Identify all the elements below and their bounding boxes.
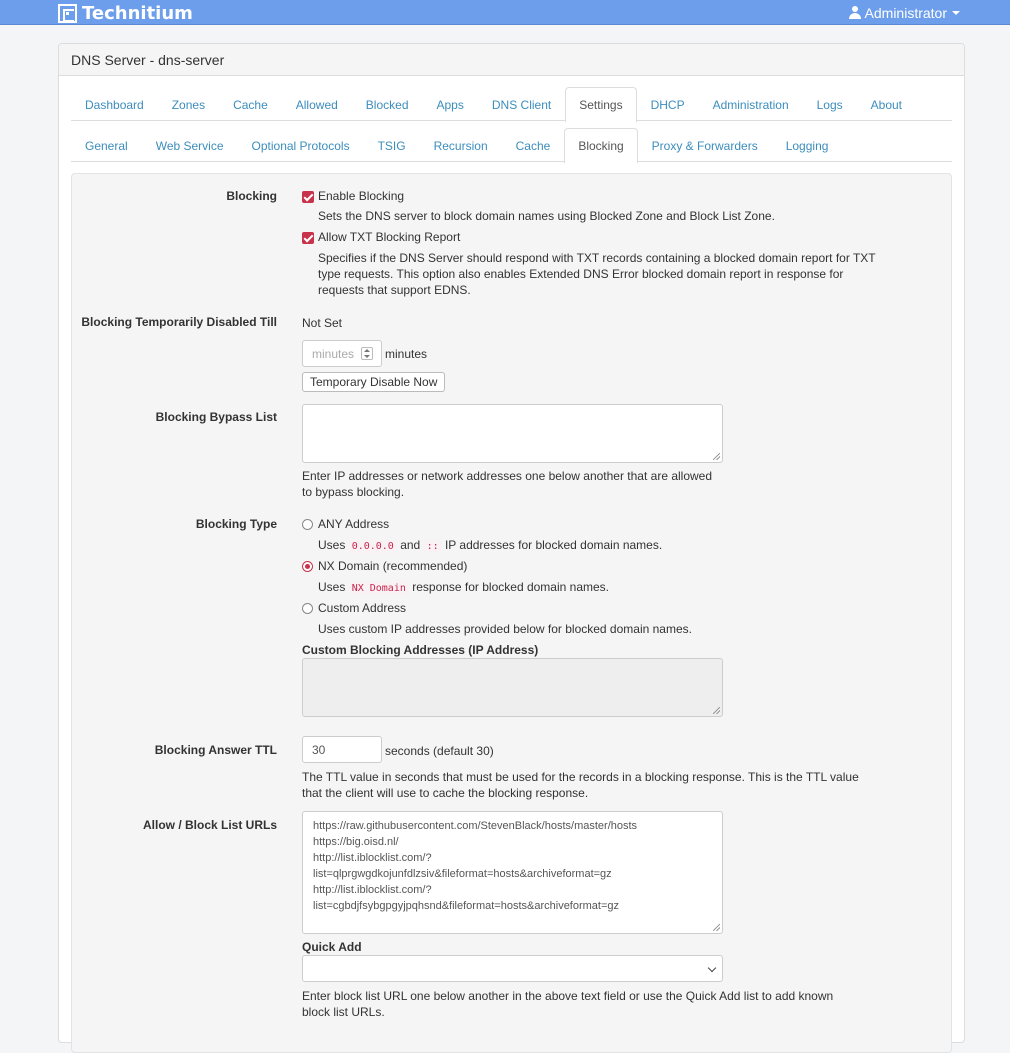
custom-address-label[interactable]: Custom Address [318, 601, 407, 615]
brand-name: Technitium [82, 2, 193, 24]
bypass-list-textarea[interactable] [302, 404, 723, 463]
tab-allowed[interactable]: Allowed [295, 98, 338, 112]
tab-apps[interactable]: Apps [436, 98, 464, 112]
chevron-down-icon [708, 964, 716, 972]
temp-disabled-label: Blocking Temporarily Disabled Till [81, 315, 277, 329]
nx-domain-radio[interactable] [302, 561, 313, 572]
tab-dns-client[interactable]: DNS Client [491, 98, 552, 112]
custom-blocking-addresses-textarea[interactable] [302, 658, 723, 717]
minutes-input[interactable] [302, 340, 382, 367]
allow-txt-report-checkbox[interactable] [302, 232, 314, 244]
tab-blocked[interactable]: Blocked [365, 98, 409, 112]
subtab-proxy-forwarders[interactable]: Proxy & Forwarders [651, 139, 758, 153]
custom-address-help: Uses custom IP addresses provided below for blocked domain names. [318, 622, 692, 636]
technitium-logo-icon [58, 4, 77, 23]
subtab-tsig[interactable]: TSIG [377, 139, 406, 153]
spinner-icon[interactable] [361, 347, 373, 360]
panel-title: DNS Server - dns-server [59, 44, 964, 76]
block-list-url-line: list=cgbdjfsybgpgyjpqhsnd&fileformat=hosts&archiveformat=gz [313, 900, 620, 912]
resize-grip-icon[interactable] [713, 924, 720, 931]
block-list-urls-help: Enter block list URL one below another in the above text field or use the Quick Add list to add known block list URLs. [302, 989, 834, 1019]
block-list-urls-label: Allow / Block List URLs [142, 818, 277, 832]
resize-grip-icon[interactable] [713, 453, 720, 460]
tab-administration[interactable]: Administration [712, 98, 789, 112]
answer-ttl-input[interactable]: 30 [302, 736, 382, 763]
nx-help-text-2: response for blocked domain names. [412, 580, 609, 594]
subtab-logging[interactable]: Logging [785, 139, 829, 153]
main-tabs [71, 87, 952, 121]
subtab-recursion[interactable]: Recursion [433, 139, 488, 153]
subtab-general[interactable]: General [85, 139, 128, 153]
subtab-optional-protocols[interactable]: Optional Protocols [251, 139, 350, 153]
settings-sub-tabs [71, 128, 952, 162]
answer-ttl-unit: seconds (default 30) [385, 744, 494, 758]
blocking-type-label: Blocking Type [195, 517, 277, 531]
user-menu[interactable] [849, 0, 960, 25]
block-list-url-line: list=qlprgwgdkojunfdlzsiv&fileformat=hosts&archiveformat=gz [313, 868, 612, 880]
enable-blocking-checkbox[interactable] [302, 191, 314, 203]
subtab-blocking[interactable]: Blocking [564, 128, 637, 163]
quick-add-select[interactable] [302, 955, 723, 982]
tab-dhcp[interactable]: DHCP [650, 98, 685, 112]
tab-zones[interactable]: Zones [171, 98, 206, 112]
enable-blocking-label[interactable]: Enable Blocking [318, 189, 405, 203]
block-list-url-line: https://raw.githubusercontent.com/StevenBlack/hosts/master/hosts [313, 820, 638, 832]
enable-blocking-help: Sets the DNS server to block domain names using Blocked Zone and Block List Zone. [318, 209, 775, 223]
resize-grip-icon[interactable] [713, 707, 720, 714]
tab-logs[interactable]: Logs [816, 98, 843, 112]
any-address-help [318, 538, 662, 552]
caret-down-icon [952, 11, 960, 15]
nx-domain-help [318, 580, 609, 594]
user-name: Administrator [864, 4, 947, 21]
tab-dashboard[interactable]: Dashboard [85, 98, 144, 112]
any-code-ipv4: 0.0.0.0 [349, 540, 397, 553]
dns-server-panel [58, 43, 965, 1043]
any-address-radio[interactable] [302, 519, 313, 530]
user-icon [849, 6, 861, 19]
nx-code: NX Domain [349, 582, 409, 595]
nx-domain-label[interactable]: NX Domain (recommended) [318, 559, 468, 573]
minutes-unit: minutes [385, 347, 428, 361]
blocking-settings-form [71, 173, 952, 1053]
any-help-text-1: Uses [318, 538, 346, 552]
blocking-label: Blocking [226, 189, 277, 203]
quick-add-label: Quick Add [302, 940, 362, 954]
answer-ttl-help: The TTL value in seconds that must be used for the records in a blocking response. This is the TTL value that the client will use to cache the blocking response. [302, 770, 859, 800]
temporary-disable-now-button[interactable]: Temporary Disable Now [302, 372, 445, 392]
top-navbar [0, 0, 1010, 25]
temp-disabled-value: Not Set [302, 316, 343, 330]
allow-txt-report-label[interactable]: Allow TXT Blocking Report [318, 230, 461, 244]
bypass-list-help: Enter IP addresses or network addresses one below another that are allowed to bypass blocking. [302, 469, 713, 499]
block-list-url-line: https://big.oisd.nl/ [313, 836, 399, 848]
custom-blocking-addresses-label: Custom Blocking Addresses (IP Address) [302, 643, 539, 657]
allow-txt-report-help: Specifies if the DNS Server should respond with TXT records containing a blocked domain report for TXT type requests. This option also enables Extended DNS Error blocked domain report in response for requests that support EDNS. [318, 251, 876, 297]
answer-ttl-label: Blocking Answer TTL [154, 743, 277, 757]
nx-help-text-1: Uses [318, 580, 346, 594]
block-list-urls-textarea[interactable] [302, 811, 723, 934]
block-list-url-line: http://list.iblocklist.com/? [313, 884, 432, 896]
block-list-url-line: http://list.iblocklist.com/? [313, 852, 432, 864]
minutes-placeholder: minutes [312, 347, 355, 361]
block-list-urls-lines [313, 818, 712, 914]
custom-address-radio[interactable] [302, 603, 313, 614]
tab-cache[interactable]: Cache [233, 98, 268, 112]
brand[interactable] [58, 1, 193, 25]
tab-settings[interactable]: Settings [565, 87, 636, 122]
any-code-ipv6: :: [424, 540, 442, 553]
bypass-list-label: Blocking Bypass List [155, 410, 277, 424]
any-address-label[interactable]: ANY Address [318, 517, 390, 531]
subtab-web-service[interactable]: Web Service [155, 139, 224, 153]
tab-about[interactable]: About [870, 98, 903, 112]
any-help-text-2: and [400, 538, 421, 552]
subtab-cache[interactable]: Cache [515, 139, 551, 153]
any-help-text-3: IP addresses for blocked domain names. [444, 538, 663, 552]
